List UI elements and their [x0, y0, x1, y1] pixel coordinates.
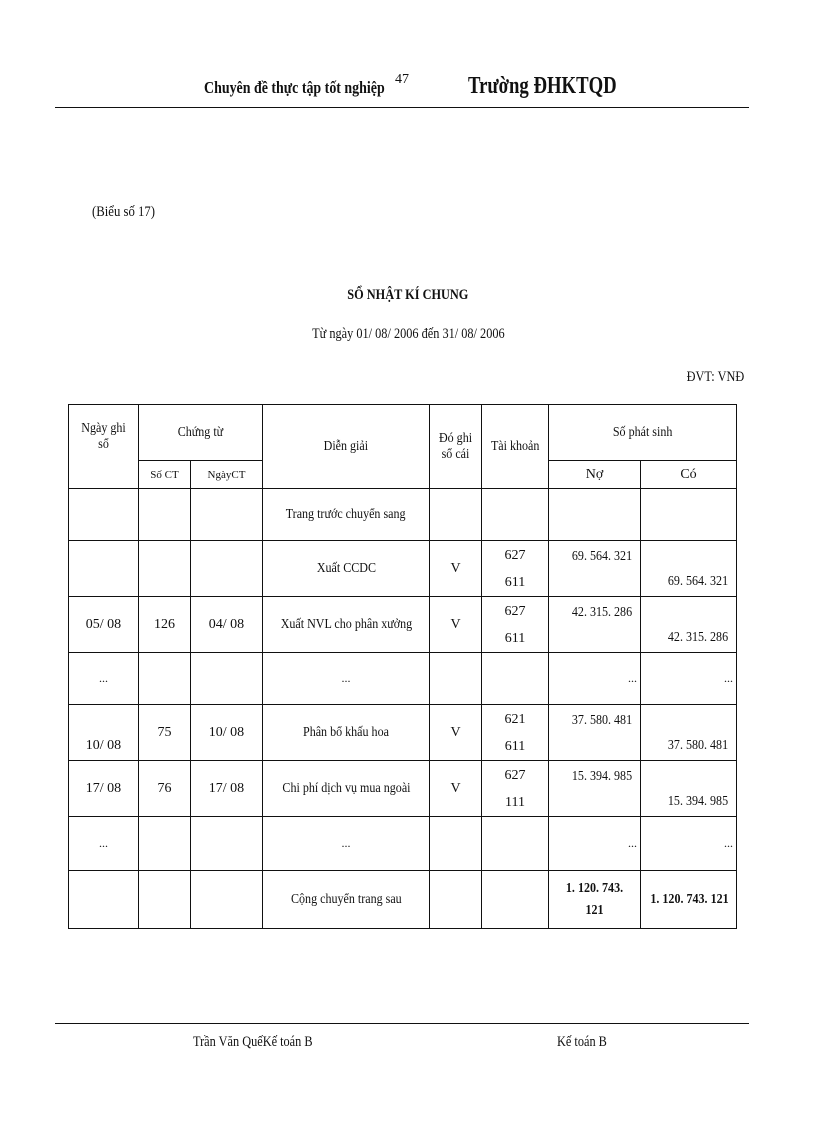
table-row: [69, 489, 737, 541]
cell-debit-text: 15. 394. 985: [571, 769, 633, 784]
cell-debit-text: 69. 564. 321: [571, 549, 633, 564]
total-row: [69, 871, 737, 929]
account-debit: 627: [504, 767, 526, 783]
header-posted-text: Đó ghi sổ cái: [438, 430, 473, 462]
cell-date: 05/ 08: [69, 597, 139, 653]
cell-voucher-no: [139, 817, 191, 871]
cell-account: [482, 489, 549, 541]
cell-voucher-date: [191, 653, 263, 705]
cell-description-text: Cộng chuyển trang sau: [290, 891, 402, 907]
cell-posted: [430, 817, 482, 871]
cell-date: [69, 541, 139, 597]
cell-voucher-no: [139, 489, 191, 541]
footer-class: Kế toán B: [557, 1034, 607, 1050]
cell-voucher-date: 10/ 08: [191, 705, 263, 761]
cell-debit: ...: [549, 653, 641, 705]
cell-description: ...: [263, 653, 430, 705]
cell-voucher-date: [191, 871, 263, 929]
table-row: [69, 817, 737, 871]
cell-voucher-no: 75: [139, 705, 191, 761]
page-number: 47: [395, 72, 409, 87]
journal-table: [68, 404, 737, 929]
cell-account: [482, 597, 549, 653]
header-debit: Nợ: [549, 461, 641, 489]
account-debit: 621: [504, 711, 526, 727]
cell-posted: V: [430, 761, 482, 817]
cell-credit: ...: [641, 653, 737, 705]
footer-author: Trần Văn QuếKế toán B: [193, 1034, 313, 1050]
table-row: [69, 705, 737, 761]
cell-voucher-date: [191, 489, 263, 541]
cell-account: [482, 871, 549, 929]
footer-rule: [55, 1023, 749, 1024]
cell-voucher-no: [139, 541, 191, 597]
header-account: [482, 405, 549, 489]
cell-credit: [641, 489, 737, 541]
currency-unit: ĐVT: VNĐ: [686, 369, 744, 385]
cell-account: [482, 817, 549, 871]
document-period-text: Từ ngày 01/ 08/ 2006 đến 31/ 08/ 2006: [311, 326, 505, 342]
cell-debit: [549, 541, 641, 597]
cell-credit-text: 42. 315. 286: [667, 630, 729, 645]
cell-credit: [641, 761, 737, 817]
cell-credit: ...: [641, 817, 737, 871]
cell-description: [263, 761, 430, 817]
document-period: [0, 326, 816, 343]
cell-posted: V: [430, 705, 482, 761]
header-posted: [430, 405, 482, 489]
header-voucher-no: Số CT: [139, 461, 191, 489]
cell-account: [482, 653, 549, 705]
cell-account: [482, 761, 549, 817]
cell-credit-total: [641, 871, 737, 929]
cell-date: 10/ 08: [69, 705, 139, 761]
cell-posted: V: [430, 541, 482, 597]
cell-debit-total-text: 1. 120. 743. 121: [565, 880, 624, 918]
header-date: [69, 405, 139, 489]
cell-account: [482, 541, 549, 597]
header-description-text: Diễn giải: [323, 438, 369, 454]
cell-description: [263, 705, 430, 761]
cell-date: ...: [69, 817, 139, 871]
course-title: Chuyên đề thực tập tốt nghiệp: [204, 78, 385, 97]
account-credit: 611: [504, 574, 526, 590]
cell-description: ...: [263, 817, 430, 871]
cell-date: [69, 871, 139, 929]
cell-description-text: Phân bổ khấu hoa: [303, 724, 389, 740]
header-amount-text: Số phát sinh: [612, 424, 673, 440]
cell-debit-total: [549, 871, 641, 929]
cell-debit-text: 42. 315. 286: [571, 605, 633, 620]
cell-credit-text: 37. 580. 481: [667, 738, 729, 753]
account-credit: 611: [504, 738, 526, 754]
document-title: [0, 287, 816, 304]
cell-debit: ...: [549, 817, 641, 871]
cell-description-text: Xuất CCDC: [316, 560, 376, 576]
cell-voucher-date: [191, 541, 263, 597]
cell-debit-text: 37. 580. 481: [571, 713, 633, 728]
cell-posted: [430, 489, 482, 541]
cell-voucher-date: 17/ 08: [191, 761, 263, 817]
cell-account: [482, 705, 549, 761]
account-credit: 111: [505, 794, 525, 810]
table-row: [69, 761, 737, 817]
cell-debit: [549, 705, 641, 761]
cell-debit: [549, 761, 641, 817]
cell-date: 17/ 08: [69, 761, 139, 817]
header-account-text: Tài khoản: [490, 438, 540, 454]
header-rule: [55, 107, 749, 108]
cell-voucher-no: [139, 653, 191, 705]
cell-voucher-no: [139, 871, 191, 929]
cell-credit: [641, 541, 737, 597]
cell-date: [69, 489, 139, 541]
table-row: [69, 541, 737, 597]
table-row: [69, 653, 737, 705]
cell-voucher-date: 04/ 08: [191, 597, 263, 653]
header-voucher-date: NgàyCT: [191, 461, 263, 489]
header-description: [263, 405, 430, 489]
header-voucher: [139, 405, 263, 461]
header-credit: Có: [641, 461, 737, 489]
cell-posted: [430, 653, 482, 705]
cell-date: ...: [69, 653, 139, 705]
account-credit: 611: [504, 630, 526, 646]
cell-credit: [641, 705, 737, 761]
cell-credit: [641, 597, 737, 653]
cell-posted: [430, 871, 482, 929]
cell-credit-text: 15. 394. 985: [667, 794, 729, 809]
cell-voucher-no: 126: [139, 597, 191, 653]
account-debit: 627: [504, 603, 526, 619]
table-row: [69, 597, 737, 653]
cell-description: [263, 597, 430, 653]
cell-posted: V: [430, 597, 482, 653]
cell-description-text: Xuất NVL cho phân xưởng: [280, 616, 412, 632]
cell-debit: [549, 597, 641, 653]
cell-credit-total-text: 1. 120. 743. 121: [650, 891, 729, 907]
header-voucher-text: Chứng từ: [177, 424, 224, 440]
form-number: (Biểu số 17): [92, 204, 156, 220]
account-debit: 627: [504, 547, 526, 563]
cell-credit-text: 69. 564. 321: [667, 574, 729, 589]
cell-voucher-date: [191, 817, 263, 871]
cell-description: [263, 541, 430, 597]
school-name: Trường ĐHKTQD: [468, 73, 617, 99]
cell-description: [263, 871, 430, 929]
document-title-text: SỔ NHẬT KÍ CHUNG: [347, 287, 469, 303]
cell-description-text: Chi phí dịch vụ mua ngoài: [281, 780, 411, 796]
header-amount: [549, 405, 737, 461]
cell-voucher-no: 76: [139, 761, 191, 817]
cell-description-text: Trang trước chuyển sang: [286, 506, 406, 522]
cell-description: [263, 489, 430, 541]
cell-debit: [549, 489, 641, 541]
header-date-text: Ngày ghi sổ: [81, 421, 126, 452]
